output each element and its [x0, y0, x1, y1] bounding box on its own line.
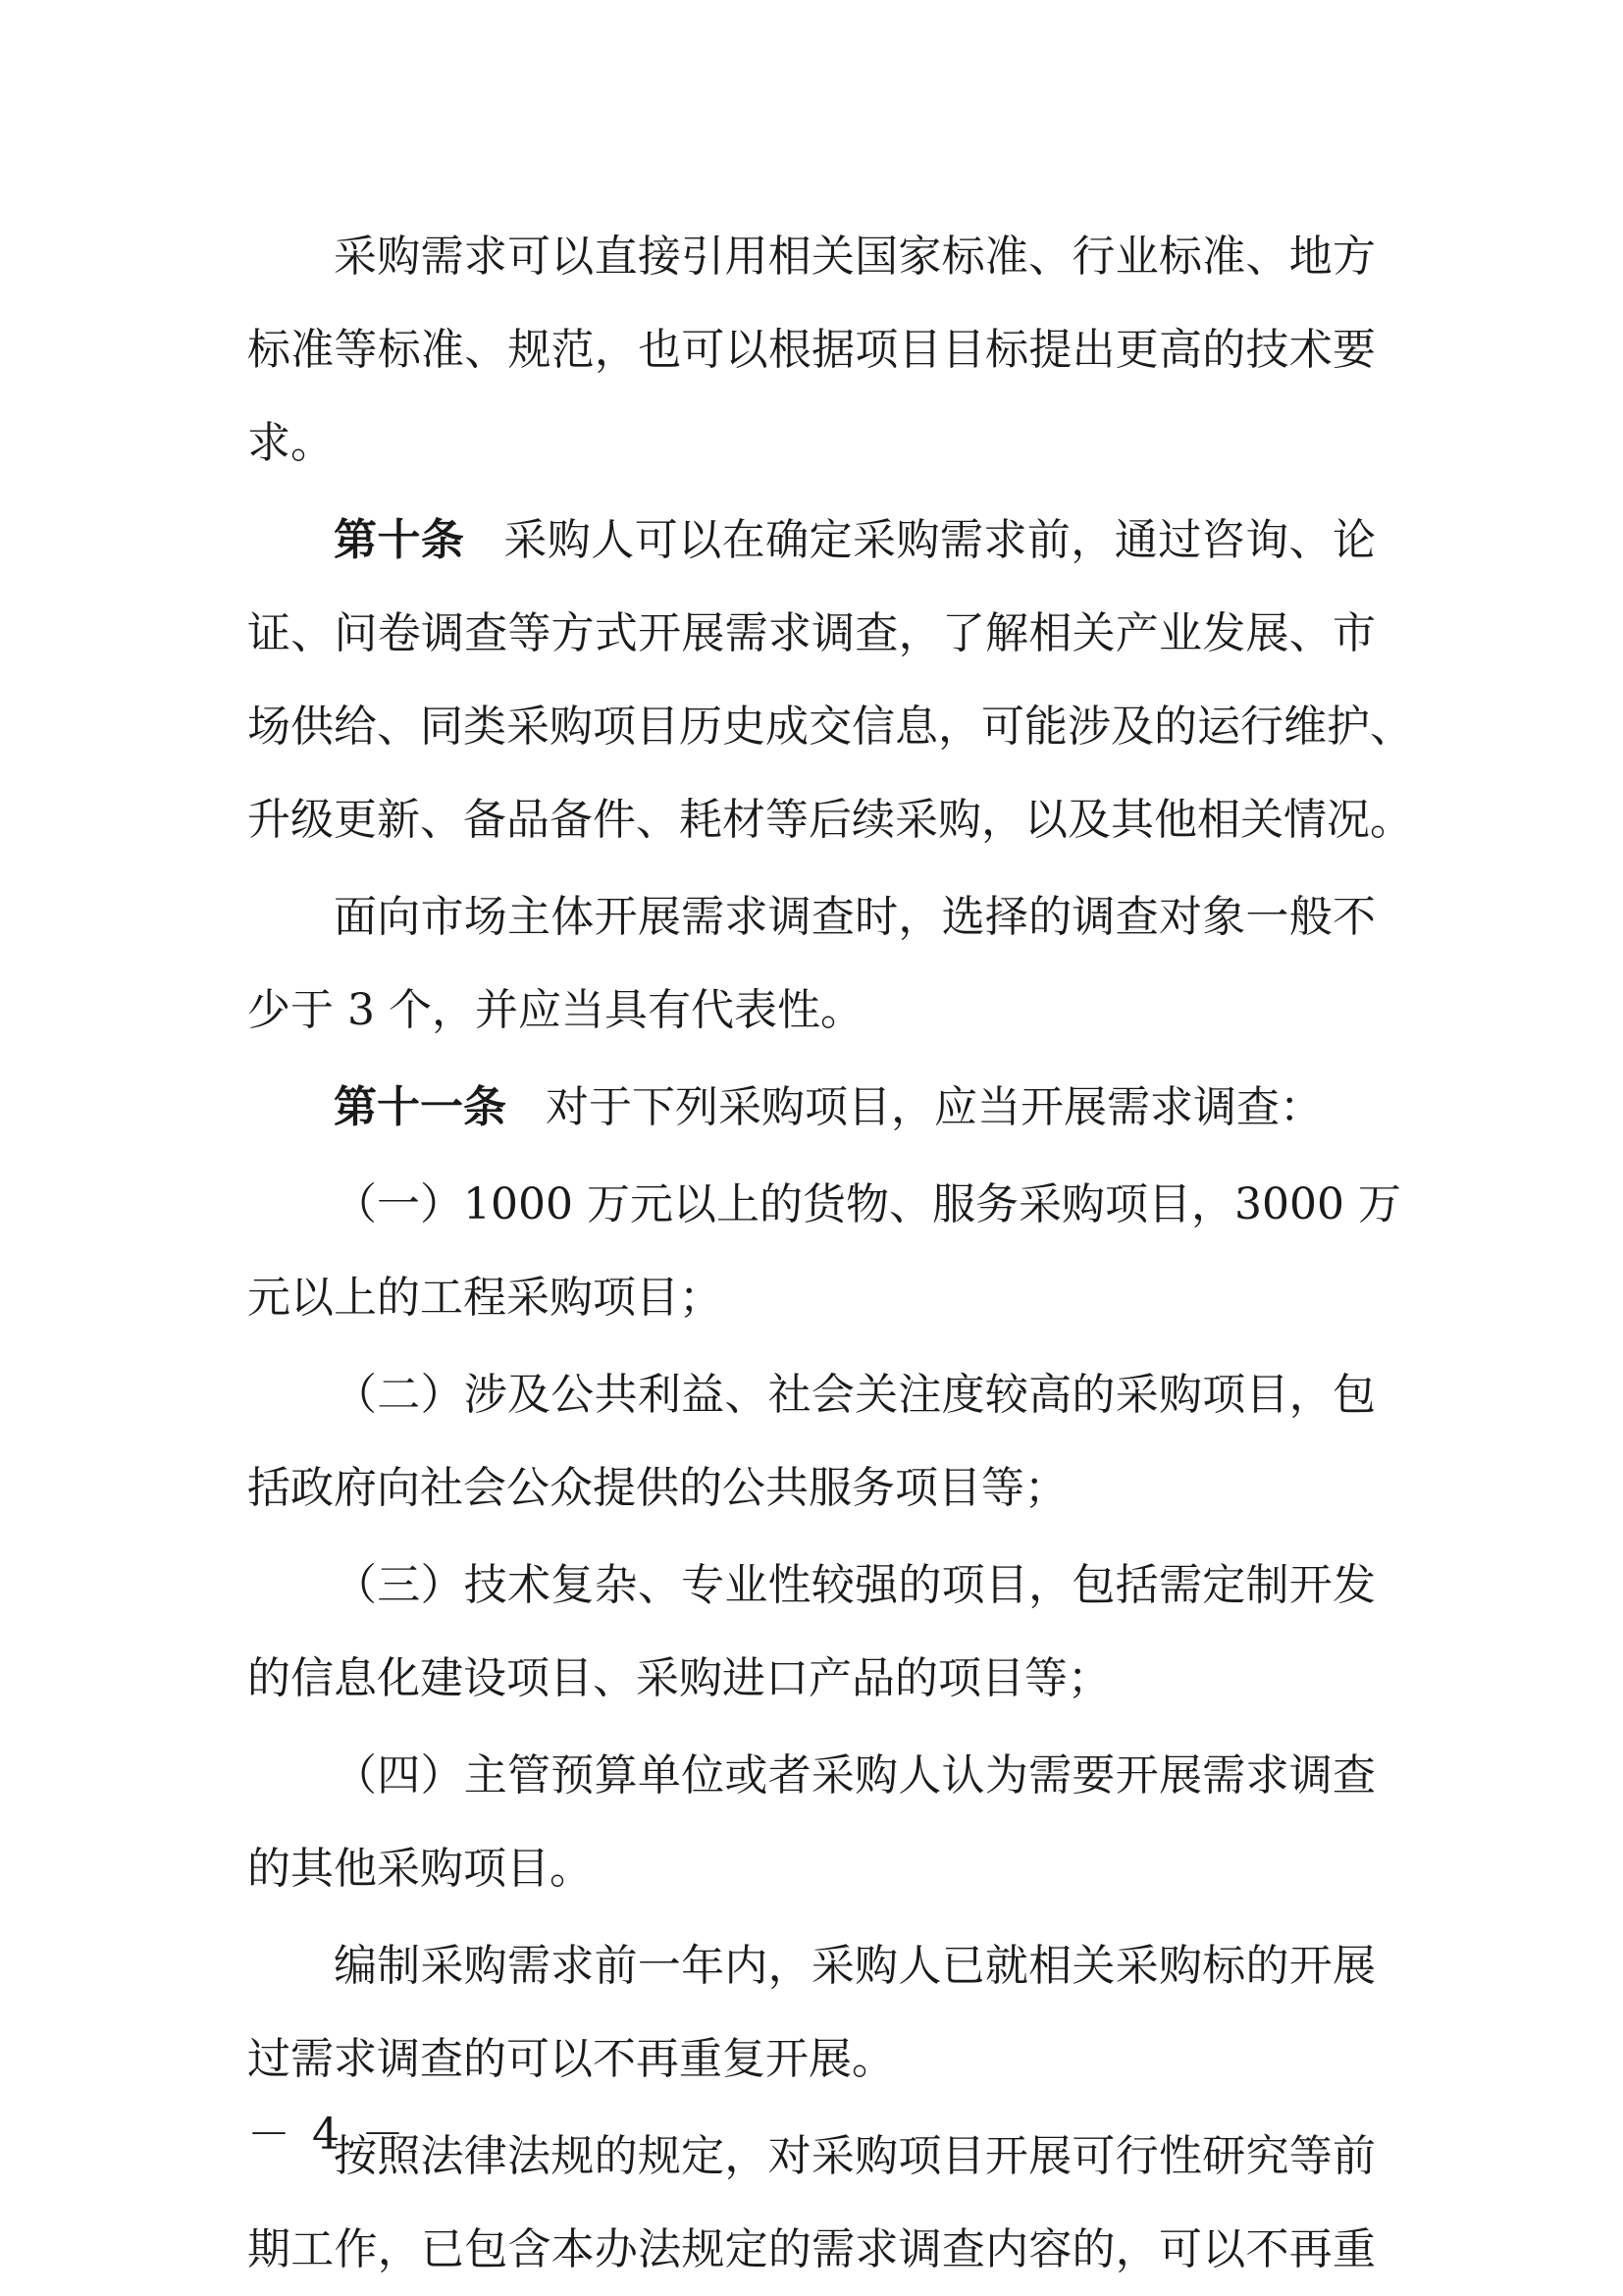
- article-text: 对于下列采购项目，应当开展需求调查：: [546, 1082, 1323, 1132]
- article-heading: 第十条: [334, 515, 465, 565]
- text-line: [247, 1061, 1376, 1154]
- article-heading: 第十一条: [334, 1082, 506, 1132]
- text-line: 证、问卷调查等方式开展需求调查，了解相关产业发展、市: [247, 608, 1376, 658]
- text-line: 编制采购需求前一年内，采购人已就相关采购标的开展: [334, 1941, 1376, 1991]
- text-line: 少于 3 个，并应当具有代表性。: [247, 985, 864, 1035]
- text-line: 元以上的工程采购项目；: [247, 1273, 722, 1323]
- text-line: [247, 494, 1376, 587]
- text-line: 标准等标准、规范，也可以根据项目目标提出更高的技术要: [247, 325, 1376, 375]
- document-body: [247, 210, 1413, 2296]
- page-number: － 4 －: [247, 2110, 408, 2160]
- paragraph: [247, 1919, 1376, 2106]
- text-line: 期工作，已包含本办法规定的需求调查内容的，可以不再重: [247, 2224, 1376, 2274]
- text-line: 场供给、同类采购项目历史成交信息，可能涉及的运行维护、: [247, 702, 1413, 752]
- text-line: 面向市场主体开展需求调查时，选择的调查对象一般不: [334, 892, 1376, 942]
- text-line: 括政府向社会公众提供的公共服务项目等；: [247, 1463, 1068, 1513]
- text-line: 的信息化建设项目、采购进口产品的项目等；: [247, 1653, 1111, 1703]
- text-line: 升级更新、备品备件、耗材等后续采购，以及其他相关情况。: [247, 795, 1413, 845]
- article-paragraph: [247, 494, 1413, 866]
- paragraph: [247, 210, 1376, 490]
- text-line: 按照法律法规的规定，对采购项目开展可行性研究等前: [334, 2131, 1376, 2181]
- text-line: 求。: [247, 418, 334, 468]
- paragraph: [247, 870, 1376, 1057]
- article-text: 采购人可以在确定采购需求前，通过咨询、论: [503, 515, 1377, 565]
- article-paragraph: [247, 1061, 1376, 1154]
- paragraph: [247, 2110, 1376, 2296]
- text-line: （一）1000 万元以上的货物、服务采购项目，3000 万: [334, 1179, 1401, 1229]
- text-line: 过需求调查的可以不再重复开展。: [247, 2034, 895, 2084]
- list-item: [247, 1729, 1376, 1915]
- list-item: [247, 1158, 1401, 1344]
- text-line: （三）技术复杂、专业性较强的项目，包括需定制开发: [334, 1560, 1376, 1610]
- text-line: （四）主管预算单位或者采购人认为需要开展需求调查: [334, 1750, 1376, 1800]
- text-line: 的其他采购项目。: [247, 1844, 593, 1894]
- text-line: 采购需求可以直接引用相关国家标准、行业标准、地方: [334, 232, 1376, 282]
- list-item: [247, 1539, 1376, 1725]
- text-line: （二）涉及公共利益、社会关注度较高的采购项目，包: [334, 1370, 1376, 1420]
- list-item: [247, 1348, 1376, 1535]
